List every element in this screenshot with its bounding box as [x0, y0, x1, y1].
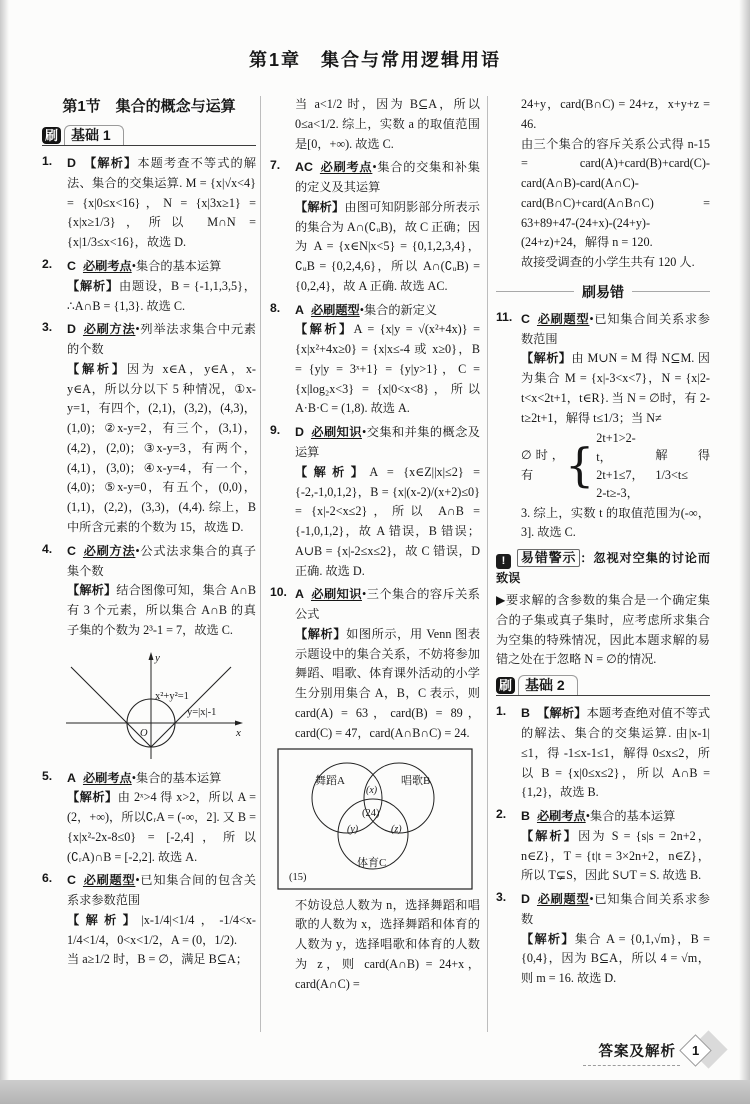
tag-desc: •已知集合间关系求参数 [521, 892, 710, 926]
y-axis-arrow [149, 652, 154, 660]
item-number: 7. [270, 158, 281, 173]
page-edge-right [739, 0, 750, 1104]
continuation-text: 由三个集合的容斥关系公式得 n-15 = card(A)+card(B)+card(C)-card(A∩B)-card(A∩C)-card(B∩C)+card(A∩B∩C) = 63+89+47-(24+x)-(24+y)-(24+z)+24，解得 n = 120. [521, 136, 710, 250]
venn-label-b: 唱歌B [401, 774, 431, 787]
answer-letter: D [67, 322, 76, 337]
item-number: 11. [496, 309, 513, 324]
item-head [295, 158, 480, 198]
item-number: 3. [496, 890, 507, 905]
item-body [67, 581, 256, 640]
continuation [270, 896, 480, 995]
item-number: 8. [270, 300, 281, 315]
item-number: 2. [496, 807, 507, 822]
answer-item [270, 423, 480, 581]
divider-line [632, 291, 710, 292]
answer-item [42, 320, 256, 537]
tag-desc: •集合的基本运算 [585, 809, 676, 824]
item-body [521, 704, 710, 803]
item-body [295, 625, 480, 744]
tag-desc: •公式法求集合的真子集个数 [67, 543, 256, 578]
continuation-text: 24+y，card(B∩C) = 24+z，x+y+z = 46. [521, 97, 710, 131]
tag-desc: •集合的基本运算 [131, 259, 222, 274]
tag-label: 必刷考点 [536, 809, 586, 824]
column-left [42, 95, 256, 1037]
tag-desc: •已知集合间的包含关系求参数范围 [67, 873, 256, 908]
item-number: 10. [270, 585, 287, 600]
item-body [67, 911, 256, 951]
item-number: 1. [42, 154, 53, 169]
analysis-label: 【解析】 [521, 351, 572, 366]
analysis-text: 因为 x∈A，y∈A，x-y∈A，所以分以下 5 种情况，①x-y=1，有四个，(2,1)，(3,2)，(4,3)，(1,0)；②x-y=2，有三个，(3,1)，(4,2)，(2,0)；③x-y=3，有两个，(4,1)，(3,0)；④x-y=4，有一个，(4,0)；⑤x-y=0，有五个，(0,0)，(1,1)，(2,2)，(3,3)，(4,4). 综上，B 中所含元素的个数为 15，故选 D. [67, 361, 256, 534]
item-body: 3. 综上，实数 t 的取值范围为(-∞，3]. 故选 C. [521, 505, 710, 540]
answer-letter: D [295, 425, 304, 440]
page-number-emblem [680, 1032, 726, 1074]
venn-circle-a [312, 763, 382, 833]
analysis-text: 由图可知阴影部分所表示的集合为 A∩(∁ᵤB)，故 C 正确；因为 A = {x∈N|x<5} = {0,1,2,3,4}，∁ᵤB = {0,2,4,6}，所以 A∩(∁ᵤB) = {0,2,4}，故 A 正确. 故选 AC. [295, 199, 480, 293]
item-number: 5. [42, 768, 53, 783]
analysis-label: 【解析】 [67, 790, 118, 805]
tag-label: 必刷考点 [319, 160, 373, 175]
equation-system [521, 429, 710, 502]
warning-icon: ! [496, 554, 511, 569]
answer-letter: B [521, 706, 530, 721]
analysis-text: A = {x∈Z||x|≤2} = {-2,-1,0,1,2}，B = {x|(x-2)/(x+2)≤0} = {x|-2<x≤2}，所以 A∩B = {-1,0,1,2}，故 A 错误，B 错误；A∪B = {x|-2≤x≤2}，故 C 错误，D 正确. 故选 D. [295, 464, 480, 578]
origin-label: O [140, 727, 148, 739]
v-equation-label: y=|x|-1 [187, 706, 217, 718]
tag-label: 必刷考点 [82, 259, 132, 274]
badge-label: 基础 2 [518, 675, 578, 695]
tag-label: 必刷方法 [82, 322, 136, 337]
tag-desc: •集合的新定义 [359, 302, 438, 317]
item-head [295, 301, 480, 321]
analysis-label: 【解析】 [82, 156, 138, 171]
item-head [67, 320, 256, 360]
item-body: 当 a≥1/2 时，B = ∅，满足 B⊆A； [67, 952, 248, 967]
brace-symbol: { [564, 438, 595, 493]
analysis-label: 【解析】 [67, 278, 119, 293]
analysis-label: 【解析】 [67, 583, 117, 598]
venn-region-outside: (15) [289, 871, 307, 883]
item-number: 4. [42, 541, 53, 556]
answer-item [42, 154, 256, 253]
function-graph [54, 645, 244, 763]
venn-region-center: (24) [362, 807, 380, 819]
answer-item [270, 585, 480, 743]
tag-desc: •三个集合的容斥关系公式 [295, 587, 480, 622]
page-edge-left [0, 0, 9, 1104]
column-right [496, 95, 710, 1037]
tag-label: 必刷考点 [82, 770, 132, 785]
item-body [295, 320, 480, 419]
error-section-divider [496, 282, 710, 302]
item-number: 3. [42, 320, 53, 335]
answer-letter: D [67, 156, 76, 171]
venn-region-ac: (y) [347, 823, 359, 835]
divider-line [496, 291, 574, 292]
analysis-label: 【解析】 [521, 828, 579, 843]
venn-region-ab: (x) [366, 784, 378, 796]
answer-letter: A [295, 302, 304, 317]
tag-label: 必刷题型 [310, 302, 360, 317]
shua-badge-icon: 刷 [496, 677, 515, 694]
v-left-branch [71, 667, 151, 747]
item-body [521, 930, 710, 989]
continuation-text: 当 a<1/2 时，因为 B⊆A，所以 0≤a<1/2. 综上，实数 a 的取值范围是[0，+∞). 故选 C. [295, 97, 480, 151]
analysis-label: 【解析】 [295, 199, 345, 214]
analysis-label: 【解析】 [536, 706, 587, 721]
item-body [67, 277, 256, 317]
analysis-label: 【解析】 [295, 626, 347, 641]
item-head [67, 769, 256, 789]
tag-desc: •集合的基本运算 [131, 770, 222, 785]
analysis-text: 因为 S = {s|s = 2n+2，n∈Z}，T = {t|t = 3×2n+2，n∈Z}，所以 T⊊S，因此 S∪T = S. 故选 B. [521, 828, 710, 883]
column-divider [260, 96, 261, 1032]
tag-desc: •集合的交集和补集的定义及其运算 [295, 160, 480, 195]
answer-letter: C [521, 311, 530, 326]
venn-diagram [277, 748, 473, 890]
x-axis-label: x [236, 726, 241, 739]
continuation [270, 95, 480, 154]
answer-letter: C [67, 259, 76, 274]
answer-item [42, 871, 256, 970]
tag-label: 必刷题型 [536, 311, 590, 326]
venn-label-c: 体育C [357, 856, 387, 869]
item-head [295, 585, 480, 625]
item-head [521, 807, 710, 827]
drill-badge-basics2 [496, 675, 710, 696]
warning-tip-text: ▶要求解的含参数的集合是一个确定集合的子集或真子集时，应考虑所求集合为空集的特殊情况，因此本题求解的易错之处在于忽略 N = ∅的情况. [496, 592, 710, 667]
analysis-text: 本题考查绝对值不等式的解法、集合的交集运算. 由|x-1|≤1，得 -1≤x-1≤1，解得 0≤x≤2，所以 B = {x|0≤x≤2}，所以 A∩B = {1,2}，故选 B. [521, 706, 710, 800]
answer-letter: A [67, 770, 76, 785]
bottom-gray-bar [0, 1080, 750, 1104]
analysis-text: |x-1/4|<1/4，-1/4<x-1/4<1/4，0<x<1/2，A = (0，1/2). [67, 912, 256, 947]
answer-letter: C [67, 543, 76, 558]
section-title: 第1节 集合的概念与运算 [62, 98, 236, 115]
analysis-text: 由题设，B = {-1,1,3,5}，∴A∩B = {1,3}. 故选 C. [67, 278, 256, 313]
function-graph-figure [42, 645, 256, 763]
answer-item [496, 704, 710, 803]
analysis-label: 【解析】 [521, 931, 575, 946]
answer-item [42, 769, 256, 868]
continuation-text: 不妨设总人数为 n，选择舞蹈和唱歌的人数为 x，选择舞蹈和体育的人数为 y，选择唱歌和体育的人数为 z，则 card(A∩B) = 24+x，card(A∩C) = [295, 897, 480, 991]
badge-label: 基础 1 [64, 125, 124, 145]
analysis-label: 【解析】 [67, 912, 142, 927]
shua-badge-icon: 刷 [42, 127, 61, 144]
analysis-text: 结合图像可知，集合 A∩B 有 3 个元素，所以集合 A∩B 的真子集的个数为 2³-1 = 7，故选 C. [67, 583, 256, 637]
answer-item [496, 807, 710, 886]
drill-badge-basics1 [42, 125, 256, 146]
item-head [521, 310, 710, 350]
x-axis-arrow [235, 720, 243, 725]
analysis-text: 由 2ˣ>4 得 x>2，所以 A = (2，+∞)，所以∁ᵣA = (-∞，2]. 又 B = {x|x²-2x-8≤0} = [-2,4]，所以(∁ᵣA)∩B = [-2,2]. 故选 A. [67, 790, 256, 864]
continuation [496, 95, 710, 273]
analysis-text: 如图所示，用 Venn 图表示题设中的集合关系，不妨将参加舞蹈、唱歌、体育课外活动的小学生分别用集合 A，B，C 表示，则 card(A) = 63，card(B) = 89，card(C) = 47，card(A∩B∩C) = 24. [295, 626, 480, 740]
tag-desc: •交集和并集的概念及运算 [295, 425, 480, 460]
analysis-text: 本题考查不等式的解法、集合的交集运算. M = {x|√x<4} = {x|0≤x<16}，N = {x|3x≥1} = {x|x≥1/3}，所以 M∩N = {x|1/3≤x<16}，故选 D. [67, 156, 256, 250]
analysis-label: 【解析】 [295, 322, 354, 337]
answer-item [270, 301, 480, 420]
item-head [67, 542, 256, 582]
answer-letter: AC [295, 160, 313, 175]
error-warning-block [496, 547, 710, 589]
footer-label: 答案及解析 [583, 1040, 681, 1066]
circle-equation-label: x²+y²=1 [155, 690, 189, 702]
answer-letter: B [521, 809, 530, 824]
system-line: 2t+1>2-t， [596, 431, 636, 464]
tag-desc: •列举法求集合中元素的个数 [67, 322, 256, 357]
analysis-text: 由 M∪N = M 得 N⊆M. 因为集合 M = {x|-3<x<7}，N = {x|2-t<x<2t+1，t∈R}. 当 N = ∅时，有 2-t≥2t+1，解得 t≤1/3；当 N≠ [521, 351, 710, 425]
item-number: 6. [42, 871, 53, 886]
analysis-label: 【解析】 [295, 464, 370, 479]
item-head [295, 423, 480, 463]
answer-item [42, 542, 256, 641]
tag-label: 必刷知识 [310, 425, 362, 440]
analysis-text: A = {x|y = √(x²+4x)} = {x|x²+4x≥0} = {x|x≤-4 或 x≥0}，B = {y|y = 3ˣ+1} = {y|y>1}，C = {x|log₂x<3} = {x|0<x<8}，所以 A·B·C = (1,8). 故选 A. [295, 322, 480, 416]
item-body [521, 827, 710, 886]
warning-headline: ：忽视对空集的讨论而致误 [496, 551, 710, 586]
system-suffix: 解得 1/3<t≤ [655, 448, 710, 483]
venn-diagram-figure [270, 748, 480, 890]
chapter-title: 第1章 集合与常用逻辑用语 [248, 50, 501, 70]
tag-desc: •已知集合间关系求参数范围 [521, 311, 710, 346]
item-body [295, 198, 480, 297]
item-body [67, 788, 256, 867]
system-line: 2t+1≤7， [596, 468, 644, 483]
item-head [67, 871, 256, 911]
analysis-label: 【解析】 [67, 361, 127, 376]
answer-item [496, 890, 710, 989]
item-number: 9. [270, 423, 281, 438]
item-body [295, 463, 480, 582]
item-head [521, 890, 710, 930]
system-line: 2-t≥-3， [596, 486, 639, 501]
venn-region-bc: (z) [391, 823, 402, 835]
page-footer [583, 1032, 727, 1074]
venn-label-a: 舞蹈A [315, 774, 345, 787]
item-head [67, 257, 256, 277]
column-divider [487, 96, 488, 1032]
answer-letter: A [295, 587, 304, 602]
continuation-text: 故接受调查的小学生共有 120 人. [521, 255, 695, 270]
tag-label: 必刷方法 [82, 543, 136, 558]
item-body [67, 154, 256, 253]
tag-label: 必刷题型 [82, 873, 136, 888]
item-body [521, 349, 710, 428]
system-prefix: ∅时，有 [521, 448, 564, 483]
y-axis-label: y [155, 651, 160, 664]
answer-item [42, 257, 256, 316]
answer-letter: D [521, 892, 530, 907]
warning-title: 易错警示 [517, 549, 580, 567]
item-number: 2. [42, 257, 53, 272]
answer-item [270, 158, 480, 296]
page-number: 1 [691, 1042, 700, 1058]
item-number: 1. [496, 704, 507, 719]
column-middle [270, 95, 480, 1037]
tag-label: 必刷题型 [536, 892, 590, 907]
divider-label: 刷易错 [582, 283, 624, 300]
answer-letter: C [67, 873, 76, 888]
venn-circle-b [364, 763, 434, 833]
item-body [67, 360, 256, 538]
tag-label: 必刷知识 [310, 587, 362, 602]
system-lines [596, 429, 646, 502]
answer-item [496, 310, 710, 543]
analysis-text: 集合 A = {0,1,√m}，B = {0,4}，因为 B⊆A，所以 4 = √m，则 m = 16. 故选 D. [521, 931, 710, 986]
